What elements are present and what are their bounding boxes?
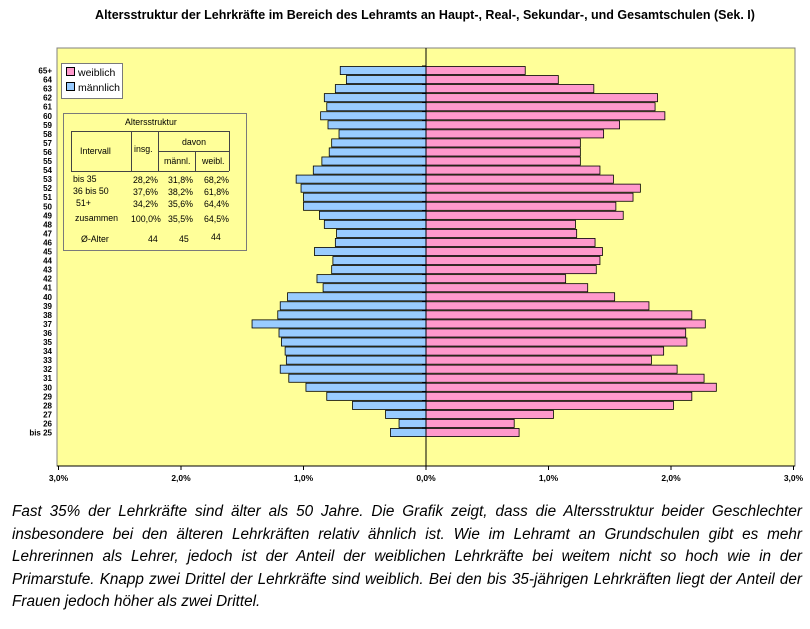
bar-weiblich bbox=[426, 94, 658, 102]
y-tick-label: 46 bbox=[43, 238, 52, 248]
legend-label-weiblich: weiblich bbox=[78, 67, 116, 79]
bar-weiblich bbox=[426, 229, 577, 237]
y-tick-label: 59 bbox=[43, 120, 52, 130]
bar-maennlich bbox=[286, 356, 426, 364]
y-tick-label: 42 bbox=[43, 274, 52, 284]
row-female: 61,8% bbox=[204, 187, 229, 197]
bar-weiblich bbox=[426, 175, 613, 183]
row-total: 28,2% bbox=[133, 175, 158, 185]
y-tick-label: 30 bbox=[43, 383, 52, 393]
bar-weiblich bbox=[426, 193, 633, 201]
y-tick-label: 32 bbox=[43, 365, 52, 375]
age-structure-table bbox=[63, 113, 247, 251]
avg-age-male: 45 bbox=[179, 234, 189, 244]
bar-weiblich bbox=[426, 266, 596, 274]
avg-age-female: 44 bbox=[211, 232, 221, 242]
bar-maennlich bbox=[313, 166, 426, 174]
row-male: 35,5% bbox=[168, 214, 193, 224]
bar-maennlich bbox=[285, 347, 426, 355]
legend-entry-maennlich bbox=[66, 81, 120, 95]
bar-maennlich bbox=[328, 121, 426, 129]
bar-maennlich bbox=[399, 419, 426, 427]
header-male: männl. bbox=[164, 156, 191, 166]
legend-label-maennlich: männlich bbox=[78, 82, 121, 94]
bar-weiblich bbox=[426, 157, 580, 165]
y-tick-label: 39 bbox=[43, 301, 52, 311]
y-tick-label: 28 bbox=[43, 401, 52, 411]
bar-maennlich bbox=[296, 175, 426, 183]
bar-maennlich bbox=[339, 130, 426, 138]
y-tick-label: 53 bbox=[43, 175, 52, 185]
y-tick-label: 55 bbox=[43, 157, 52, 167]
bar-maennlich bbox=[324, 94, 426, 102]
bar-maennlich bbox=[280, 302, 426, 310]
y-tick-label: 50 bbox=[43, 202, 52, 212]
row-male: 35,6% bbox=[168, 199, 193, 209]
caption-text: Fast 35% der Lehrkräfte sind älter als 50 Jahre. Die Grafik zeigt, dass die Altersstruktur beider Geschlechter insbesondere bei den älteren Lehrkräften relativ ähnlich ist. Wie im Lehramt an Grundschulen gibt es mehr Lehrerinnen als Lehrer, jedoch ist der Anteil der weiblichen Lehrkräfte bei weitem nicht so hoch wie in der Primarstufe. Knapp zwei Drittel der Lehrkräfte sind weiblich. Bei den bis 35-jährigen Lehrkräften liegt der Anteil der Frauen jedoch höher als zwei Drittel. bbox=[12, 503, 802, 610]
y-tick-label: 34 bbox=[43, 347, 52, 357]
bar-weiblich bbox=[426, 121, 620, 129]
y-tick-label: 52 bbox=[43, 184, 52, 194]
row-total: 34,2% bbox=[133, 199, 158, 209]
chart-legend bbox=[61, 63, 123, 99]
bar-maennlich bbox=[323, 284, 426, 292]
x-tick-label: 3,0% bbox=[783, 473, 804, 483]
bar-weiblich bbox=[426, 383, 716, 391]
bar-maennlich bbox=[315, 247, 426, 255]
bar-weiblich bbox=[426, 257, 600, 265]
row-label: 51+ bbox=[76, 198, 91, 208]
bar-weiblich bbox=[426, 356, 651, 364]
header-total: insg. bbox=[134, 144, 153, 154]
row-male: 31,8% bbox=[168, 175, 193, 185]
y-tick-label: 65+ bbox=[38, 66, 52, 76]
y-tick-label: 36 bbox=[43, 328, 52, 338]
y-tick-label: 37 bbox=[43, 319, 52, 329]
bar-weiblich bbox=[426, 275, 566, 283]
bar-maennlich bbox=[317, 275, 426, 283]
row-label: zusammen bbox=[75, 213, 119, 223]
y-tick-label: 64 bbox=[43, 75, 52, 85]
bar-weiblich bbox=[426, 338, 687, 346]
bar-weiblich bbox=[426, 284, 588, 292]
bar-weiblich bbox=[426, 320, 705, 328]
bar-maennlich bbox=[289, 374, 426, 382]
bar-weiblich bbox=[426, 329, 686, 337]
bar-weiblich bbox=[426, 166, 600, 174]
bar-maennlich bbox=[280, 365, 426, 373]
bar-maennlich bbox=[386, 410, 426, 418]
y-tick-label: 29 bbox=[43, 392, 52, 402]
y-tick-label: bis 25 bbox=[29, 428, 52, 438]
bar-weiblich bbox=[426, 401, 673, 409]
bar-weiblich bbox=[426, 211, 623, 219]
y-tick-label: 54 bbox=[43, 166, 52, 176]
bar-maennlich bbox=[306, 383, 426, 391]
bar-maennlich bbox=[335, 238, 426, 246]
bar-maennlich bbox=[288, 293, 426, 301]
bar-weiblich bbox=[426, 238, 595, 246]
bar-weiblich bbox=[426, 103, 655, 111]
header-interval: Intervall bbox=[80, 146, 111, 156]
bar-weiblich bbox=[426, 347, 664, 355]
y-tick-label: 48 bbox=[43, 220, 52, 230]
x-tick-label: 1,0% bbox=[293, 473, 314, 483]
bar-maennlich bbox=[304, 202, 427, 210]
row-female: 68,2% bbox=[204, 175, 229, 185]
bar-weiblich bbox=[426, 85, 594, 93]
y-tick-label: 51 bbox=[43, 193, 52, 203]
bar-weiblich bbox=[426, 302, 649, 310]
x-tick-label: 0,0% bbox=[416, 473, 436, 483]
bar-weiblich bbox=[426, 184, 640, 192]
x-tick-label: 2,0% bbox=[171, 473, 191, 483]
y-tick-label: 49 bbox=[43, 211, 52, 221]
bar-weiblich bbox=[426, 311, 692, 319]
bar-weiblich bbox=[426, 76, 558, 84]
bar-weiblich bbox=[426, 112, 665, 120]
y-tick-label: 31 bbox=[43, 374, 52, 384]
bar-weiblich bbox=[426, 428, 519, 436]
bar-maennlich bbox=[353, 401, 427, 409]
y-tick-label: 61 bbox=[43, 102, 52, 112]
bar-weiblich bbox=[426, 130, 604, 138]
y-tick-label: 26 bbox=[43, 419, 52, 429]
row-male: 38,2% bbox=[168, 187, 193, 197]
bar-maennlich bbox=[278, 311, 426, 319]
y-tick-label: 47 bbox=[43, 229, 52, 239]
chart-title: Altersstruktur der Lehrkräfte im Bereich des Lehramts an Haupt-, Real-, Sekundar-, und Gesamtschulen (Sek. I) bbox=[95, 8, 755, 22]
y-tick-label: 58 bbox=[43, 129, 52, 139]
y-tick-label: 57 bbox=[43, 138, 52, 148]
avg-age-label: Ø-Alter bbox=[81, 234, 109, 244]
bar-weiblich bbox=[426, 410, 553, 418]
bar-maennlich bbox=[322, 157, 426, 165]
bar-maennlich bbox=[304, 193, 427, 201]
row-label: bis 35 bbox=[73, 174, 97, 184]
bar-weiblich bbox=[426, 247, 602, 255]
row-female: 64,4% bbox=[204, 199, 229, 209]
y-tick-label: 33 bbox=[43, 356, 52, 366]
bar-weiblich bbox=[426, 66, 525, 74]
header-group: davon bbox=[182, 137, 206, 147]
bar-maennlich bbox=[333, 257, 426, 265]
bar-maennlich bbox=[319, 211, 426, 219]
bar-maennlich bbox=[324, 220, 426, 228]
bar-maennlich bbox=[337, 229, 426, 237]
y-tick-label: 40 bbox=[43, 292, 52, 302]
row-total: 37,6% bbox=[133, 187, 158, 197]
legend-entry-weiblich bbox=[66, 66, 115, 80]
y-tick-label: 44 bbox=[43, 256, 52, 266]
bar-maennlich bbox=[335, 85, 426, 93]
bar-maennlich bbox=[346, 76, 426, 84]
bar-weiblich bbox=[426, 374, 704, 382]
bar-weiblich bbox=[426, 293, 615, 301]
legend-swatch-maennlich bbox=[66, 82, 75, 91]
bar-weiblich bbox=[426, 419, 514, 427]
bar-maennlich bbox=[321, 112, 426, 120]
bar-maennlich bbox=[252, 320, 426, 328]
bar-maennlich bbox=[281, 338, 426, 346]
bar-maennlich bbox=[301, 184, 426, 192]
y-tick-label: 45 bbox=[43, 247, 52, 257]
y-tick-label: 27 bbox=[43, 410, 52, 420]
bar-weiblich bbox=[426, 139, 580, 147]
bar-maennlich bbox=[332, 266, 426, 274]
bar-maennlich bbox=[390, 428, 426, 436]
row-total: 100,0% bbox=[131, 214, 161, 224]
bar-weiblich bbox=[426, 202, 616, 210]
x-tick-label: 1,0% bbox=[538, 473, 559, 483]
bar-maennlich bbox=[279, 329, 426, 337]
bar-weiblich bbox=[426, 392, 692, 400]
header-female: weibl. bbox=[202, 156, 225, 166]
bar-maennlich bbox=[327, 392, 426, 400]
x-tick-label: 3,0% bbox=[48, 473, 69, 483]
stats-table-title: Altersstruktur bbox=[125, 117, 177, 127]
bar-maennlich bbox=[329, 148, 426, 156]
y-tick-label: 62 bbox=[43, 93, 52, 103]
bar-maennlich bbox=[340, 66, 426, 74]
avg-age-total: 44 bbox=[148, 234, 158, 244]
y-tick-label: 35 bbox=[43, 338, 52, 348]
bar-maennlich bbox=[327, 103, 426, 111]
y-tick-label: 60 bbox=[43, 111, 52, 121]
y-tick-label: 56 bbox=[43, 147, 52, 157]
x-tick-label: 2,0% bbox=[661, 473, 681, 483]
row-female: 64,5% bbox=[204, 214, 229, 224]
y-tick-label: 43 bbox=[43, 265, 52, 275]
y-tick-label: 38 bbox=[43, 310, 52, 320]
row-label: 36 bis 50 bbox=[73, 186, 109, 196]
y-tick-label: 63 bbox=[43, 84, 52, 94]
bar-maennlich bbox=[332, 139, 426, 147]
bar-weiblich bbox=[426, 365, 677, 373]
bar-weiblich bbox=[426, 220, 575, 228]
legend-swatch-weiblich bbox=[66, 67, 75, 76]
bar-weiblich bbox=[426, 148, 580, 156]
y-tick-label: 41 bbox=[43, 283, 52, 293]
